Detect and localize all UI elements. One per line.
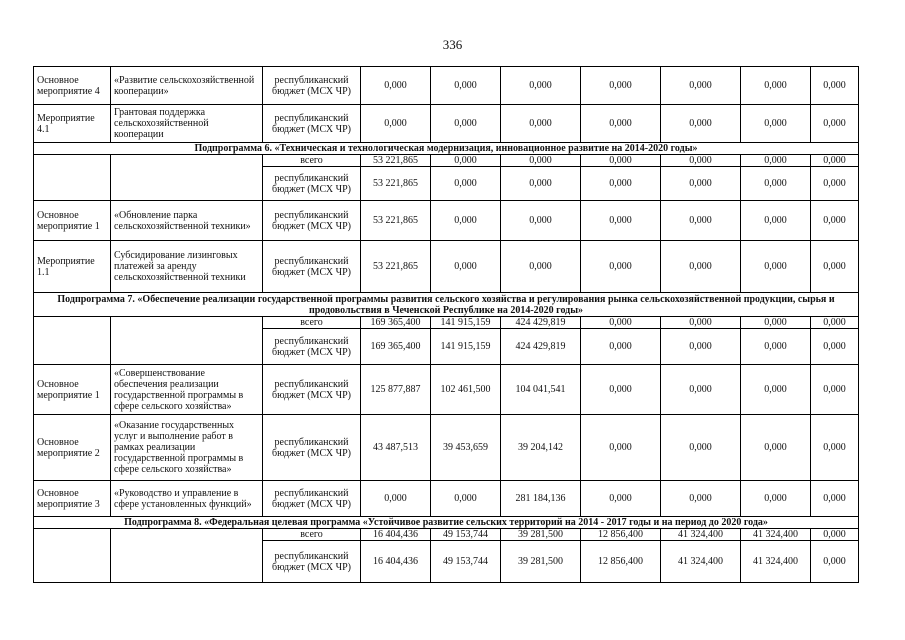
activity-value-5: 0,000 <box>661 201 741 241</box>
activity-name: «Оказание государственных услуг и выполнение работ в рамках реализации государственной программы в сфере сельского хозяйства» <box>111 415 263 481</box>
total-value-6: 0,000 <box>741 317 811 329</box>
activity-value-4: 0,000 <box>581 241 661 293</box>
total-value-7: 0,000 <box>811 317 859 329</box>
blank-cell <box>34 155 111 201</box>
total-value-5: 0,000 <box>661 155 741 167</box>
budget-source: республиканский бюджет (МСХ ЧР) <box>263 481 361 517</box>
activity-value-6: 0,000 <box>741 105 811 143</box>
activity-value-6: 0,000 <box>741 241 811 293</box>
activity-row <box>34 481 859 517</box>
total-value-4: 12 856,400 <box>581 529 661 541</box>
activity-value-1: 53 221,865 <box>361 241 431 293</box>
budget-source: республиканский бюджет (МСХ ЧР) <box>263 167 361 201</box>
activity-row <box>34 415 859 481</box>
total-value-1: 169 365,400 <box>361 317 431 329</box>
activity-value-2: 39 453,659 <box>431 415 501 481</box>
activity-kind: Мероприятие 1.1 <box>34 241 111 293</box>
activity-name: Грантовая поддержка сельскохозяйственной кооперации <box>111 105 263 143</box>
activity-name: «Совершенствование обеспечения реализации государственной программы в сфере сельского хозяйства» <box>111 365 263 415</box>
activity-value-1: 0,000 <box>361 481 431 517</box>
activity-value-5: 0,000 <box>661 415 741 481</box>
section-title: Подпрограмма 6. «Техническая и технологическая модернизация, инновационное развитие на 2014-2020 годы» <box>34 143 859 155</box>
blank-cell <box>111 317 263 365</box>
activity-value-4: 0,000 <box>581 481 661 517</box>
section-row <box>34 517 859 529</box>
total-label: всего <box>263 529 361 541</box>
total-value-1: 53 221,865 <box>361 155 431 167</box>
activity-value-2: 0,000 <box>431 481 501 517</box>
budget-value-2: 49 153,744 <box>431 541 501 583</box>
total-row <box>34 155 859 167</box>
activity-name: «Руководство и управление в сфере установленных функций» <box>111 481 263 517</box>
activity-value-1: 0,000 <box>361 67 431 105</box>
activity-value-5: 0,000 <box>661 105 741 143</box>
budget-source: республиканский бюджет (МСХ ЧР) <box>263 241 361 293</box>
total-value-6: 0,000 <box>741 155 811 167</box>
activity-value-4: 0,000 <box>581 201 661 241</box>
activity-value-2: 0,000 <box>431 67 501 105</box>
activity-value-1: 0,000 <box>361 105 431 143</box>
activity-name: Субсидирование лизинговых платежей за аренду сельскохозяйственной техники <box>111 241 263 293</box>
budget-value-2: 0,000 <box>431 167 501 201</box>
budget-source: республиканский бюджет (МСХ ЧР) <box>263 201 361 241</box>
activity-value-7: 0,000 <box>811 201 859 241</box>
activity-kind: Основное мероприятие 4 <box>34 67 111 105</box>
blank-cell <box>111 529 263 583</box>
activity-row <box>34 365 859 415</box>
activity-name: «Обновление парка сельскохозяйственной техники» <box>111 201 263 241</box>
activity-name: «Развитие сельскохозяйственной кооперации» <box>111 67 263 105</box>
activity-kind: Мероприятие 4.1 <box>34 105 111 143</box>
budget-value-1: 16 404,436 <box>361 541 431 583</box>
budget-value-5: 0,000 <box>661 167 741 201</box>
activity-value-7: 0,000 <box>811 365 859 415</box>
budget-source: республиканский бюджет (МСХ ЧР) <box>263 541 361 583</box>
budget-value-6: 41 324,400 <box>741 541 811 583</box>
activity-value-7: 0,000 <box>811 105 859 143</box>
activity-value-2: 0,000 <box>431 241 501 293</box>
page-number: 336 <box>442 37 463 52</box>
budget-value-3: 424 429,819 <box>501 329 581 365</box>
total-value-6: 41 324,400 <box>741 529 811 541</box>
section-title: Подпрограмма 7. «Обеспечение реализации государственной программы развития сельского хозяйства и регулирования рынка сельскохозяйственной продукции, сырья и продовольствия в Чеченской Республике на 2014-2020 годы» <box>34 293 859 317</box>
activity-value-7: 0,000 <box>811 67 859 105</box>
budget-source: республиканский бюджет (МСХ ЧР) <box>263 365 361 415</box>
activity-value-3: 0,000 <box>501 241 581 293</box>
activity-row <box>34 67 859 105</box>
blank-cell <box>111 155 263 201</box>
budget-source: республиканский бюджет (МСХ ЧР) <box>263 105 361 143</box>
activity-value-4: 0,000 <box>581 415 661 481</box>
total-value-3: 39 281,500 <box>501 529 581 541</box>
budget-value-5: 41 324,400 <box>661 541 741 583</box>
section-row <box>34 293 859 317</box>
total-value-5: 41 324,400 <box>661 529 741 541</box>
activity-value-3: 39 204,142 <box>501 415 581 481</box>
activity-value-2: 0,000 <box>431 201 501 241</box>
activity-kind: Основное мероприятие 1 <box>34 365 111 415</box>
total-label: всего <box>263 317 361 329</box>
total-value-3: 0,000 <box>501 155 581 167</box>
activity-row <box>34 241 859 293</box>
budget-source: республиканский бюджет (МСХ ЧР) <box>263 67 361 105</box>
budget-value-1: 53 221,865 <box>361 167 431 201</box>
budget-value-3: 39 281,500 <box>501 541 581 583</box>
activity-value-5: 0,000 <box>661 67 741 105</box>
activity-value-4: 0,000 <box>581 105 661 143</box>
activity-value-5: 0,000 <box>661 365 741 415</box>
budget-value-6: 0,000 <box>741 329 811 365</box>
budget-value-4: 12 856,400 <box>581 541 661 583</box>
activity-value-3: 0,000 <box>501 67 581 105</box>
budget-value-1: 169 365,400 <box>361 329 431 365</box>
total-value-5: 0,000 <box>661 317 741 329</box>
activity-value-6: 0,000 <box>741 365 811 415</box>
activity-value-3: 0,000 <box>501 201 581 241</box>
activity-value-1: 53 221,865 <box>361 201 431 241</box>
activity-value-5: 0,000 <box>661 241 741 293</box>
budget-value-7: 0,000 <box>811 167 859 201</box>
budget-value-6: 0,000 <box>741 167 811 201</box>
total-value-2: 0,000 <box>431 155 501 167</box>
activity-kind: Основное мероприятие 3 <box>34 481 111 517</box>
activity-value-3: 104 041,541 <box>501 365 581 415</box>
total-value-7: 0,000 <box>811 529 859 541</box>
activity-kind: Основное мероприятие 2 <box>34 415 111 481</box>
total-value-2: 141 915,159 <box>431 317 501 329</box>
activity-row <box>34 201 859 241</box>
activity-row <box>34 105 859 143</box>
activity-value-3: 0,000 <box>501 105 581 143</box>
total-value-4: 0,000 <box>581 155 661 167</box>
budget-value-2: 141 915,159 <box>431 329 501 365</box>
budget-value-4: 0,000 <box>581 167 661 201</box>
total-value-7: 0,000 <box>811 155 859 167</box>
budget-value-4: 0,000 <box>581 329 661 365</box>
total-label: всего <box>263 155 361 167</box>
activity-value-5: 0,000 <box>661 481 741 517</box>
activity-value-7: 0,000 <box>811 415 859 481</box>
activity-value-7: 0,000 <box>811 241 859 293</box>
activity-value-6: 0,000 <box>741 481 811 517</box>
activity-value-1: 43 487,513 <box>361 415 431 481</box>
activity-value-4: 0,000 <box>581 67 661 105</box>
budget-table <box>33 66 859 583</box>
activity-value-6: 0,000 <box>741 201 811 241</box>
activity-value-6: 0,000 <box>741 67 811 105</box>
total-row <box>34 529 859 541</box>
total-value-3: 424 429,819 <box>501 317 581 329</box>
budget-source: республиканский бюджет (МСХ ЧР) <box>263 415 361 481</box>
budget-value-3: 0,000 <box>501 167 581 201</box>
budget-value-7: 0,000 <box>811 541 859 583</box>
activity-kind: Основное мероприятие 1 <box>34 201 111 241</box>
blank-cell <box>34 529 111 583</box>
budget-value-5: 0,000 <box>661 329 741 365</box>
activity-value-2: 0,000 <box>431 105 501 143</box>
activity-value-7: 0,000 <box>811 481 859 517</box>
budget-source: республиканский бюджет (МСХ ЧР) <box>263 329 361 365</box>
activity-value-1: 125 877,887 <box>361 365 431 415</box>
activity-value-4: 0,000 <box>581 365 661 415</box>
activity-value-6: 0,000 <box>741 415 811 481</box>
blank-cell <box>34 317 111 365</box>
total-value-2: 49 153,744 <box>431 529 501 541</box>
activity-value-3: 281 184,136 <box>501 481 581 517</box>
section-row <box>34 143 859 155</box>
section-title: Подпрограмма 8. «Федеральная целевая программа «Устойчивое развитие сельских территорий на 2014 - 2017 годы и на период до 2020 года» <box>34 517 859 529</box>
total-row <box>34 317 859 329</box>
activity-value-2: 102 461,500 <box>431 365 501 415</box>
budget-value-7: 0,000 <box>811 329 859 365</box>
total-value-1: 16 404,436 <box>361 529 431 541</box>
total-value-4: 0,000 <box>581 317 661 329</box>
